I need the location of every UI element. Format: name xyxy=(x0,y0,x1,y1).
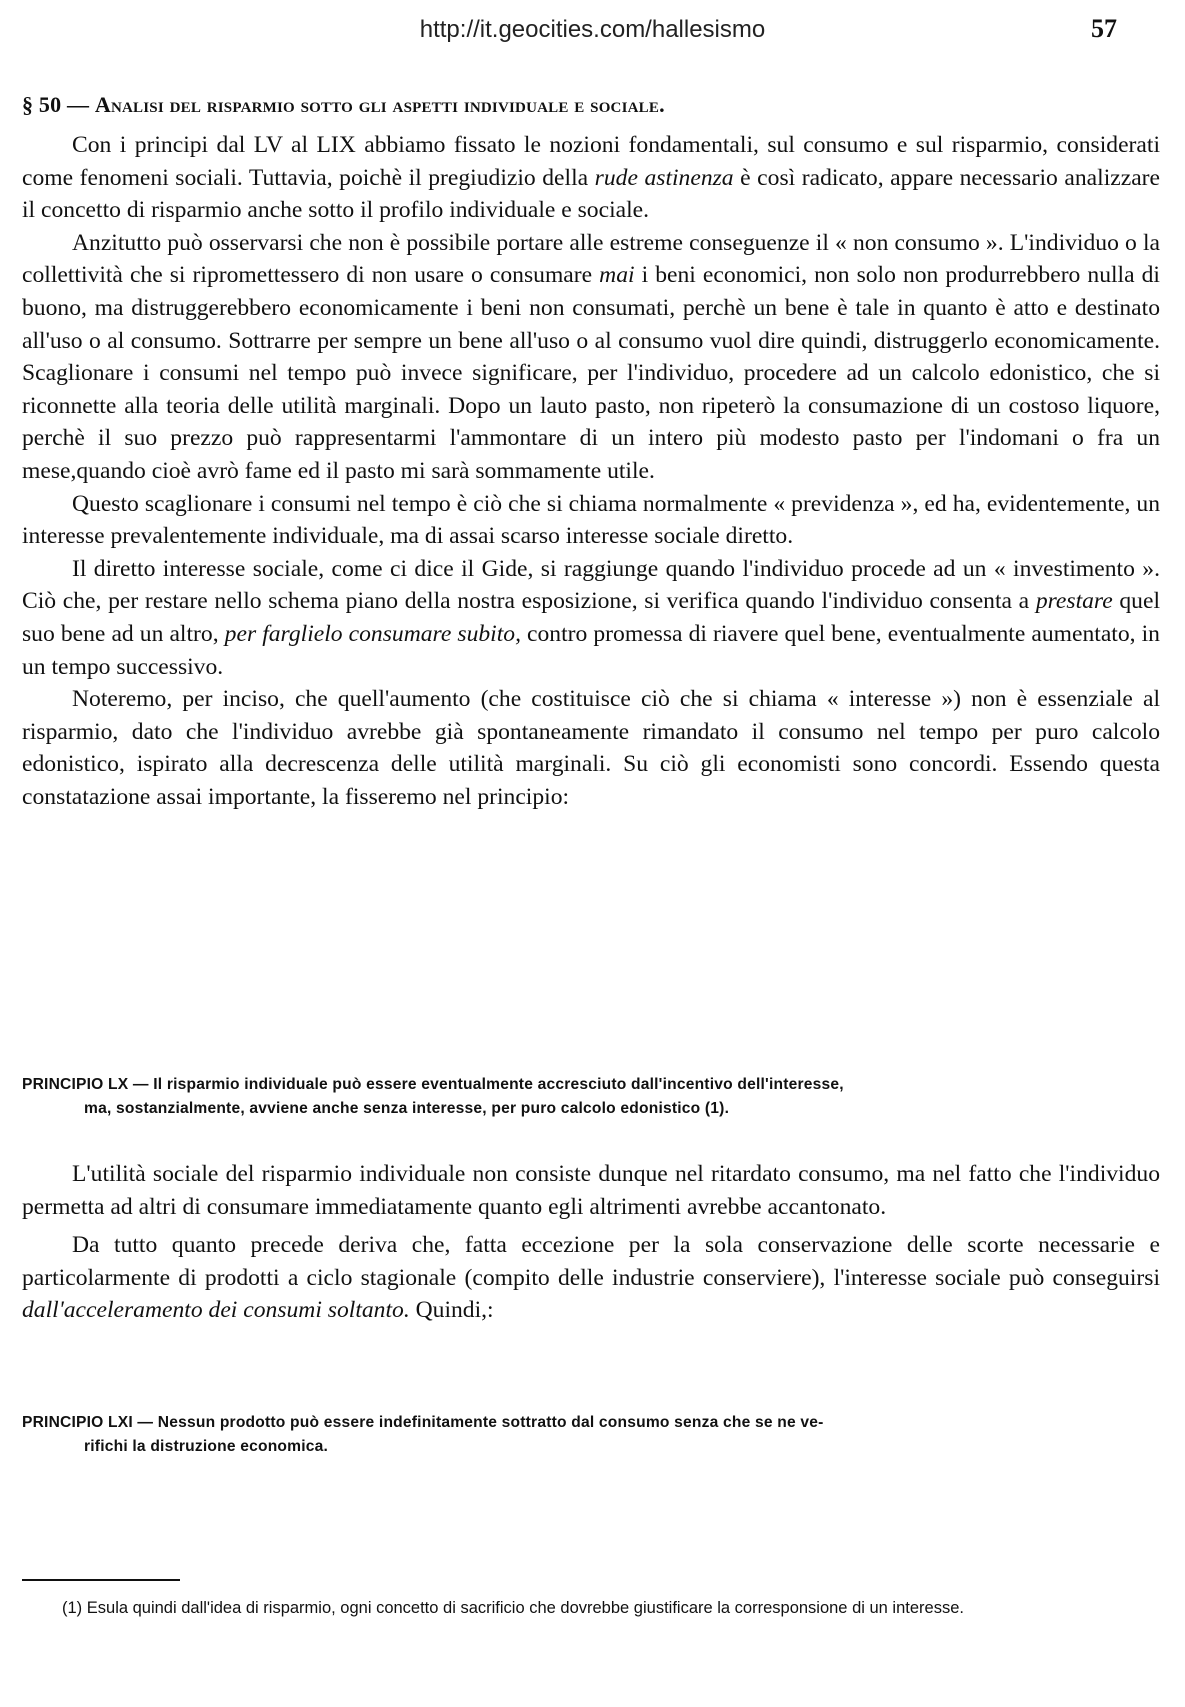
paragraph-4 xyxy=(22,553,1160,683)
paragraph-3: Questo scaglionare i consumi nel tempo è ciò che si chiama normalmente « previdenza », ed ha, evidentemente, un interesse prevalentemente individuale, ma di assai scarso interesse sociale diretto. xyxy=(22,490,1160,550)
section-title: Analisi del risparmio sotto gli aspetti individuale e sociale. xyxy=(94,92,665,117)
principle-lx xyxy=(22,1073,1162,1121)
paragraph-2-text-a: Anzitutto può osservarsi che non è possibile portare alle estreme conseguenze il « non consumo ». L'individuo o la collettività che si ripromettessero di non usare o consumare xyxy=(22,229,1160,289)
body-text-top xyxy=(22,129,1160,813)
footnote-number: (1) xyxy=(62,1599,83,1617)
paragraph-7 xyxy=(22,1229,1160,1327)
paragraph-1-emphasis: rude astinenza xyxy=(594,164,734,191)
principle-lx-line2: ma, sostanzialmente, avviene anche senza interesse, per puro calcolo edonistico (1). xyxy=(84,1100,730,1117)
page-number: 57 xyxy=(1091,14,1117,43)
paragraph-2 xyxy=(22,227,1160,488)
paragraph-4-text-a: Il diretto interesse sociale, come ci dice il Gide, si raggiunge quando l'individuo procede ad un « investimento ». Ciò che, per restare nello schema piano della nostra esposizione, si verifica quando l'individuo consenta a xyxy=(22,555,1160,615)
paragraph-4-emphasis-2: per farglielo consumare subito, xyxy=(224,620,521,647)
footnote-divider xyxy=(22,1579,180,1581)
paragraph-1-text-c: è così radicato, appare necessario analizzare il concetto di risparmio anche sotto il profilo individuale e sociale. xyxy=(22,164,1160,224)
paragraph-2-emphasis: mai xyxy=(599,262,635,289)
section-heading xyxy=(22,92,1152,118)
footnote-text: Esula quindi dall'idea di risparmio, ogni concetto di sacrificio che dovrebbe giustificare la corresponsione di un interesse. xyxy=(82,1599,964,1617)
paragraph-4-emphasis-1: prestare xyxy=(1035,588,1113,615)
paragraph-1 xyxy=(22,129,1160,227)
principle-lxi-line2: rifichi la distruzione economica. xyxy=(84,1438,329,1455)
principle-lxi xyxy=(22,1411,1162,1459)
body-text-middle xyxy=(22,1158,1160,1327)
paragraph-5: Noteremo, per inciso, che quell'aumento (che costituisce ciò che si chiama « interesse ») non è essenziale al risparmio, dato che l'individuo avrebbe già spontaneamente rimandato il consumo nel tempo per puro calcolo edonistico, ispirato alla decrescenza delle utilità marginali. Su ciò gli economisti sono concordi. Essendo questa constatazione assai importante, la fisseremo nel principio: xyxy=(22,686,1160,810)
paragraph-7-text-a: Da tutto quanto precede deriva che, fatta eccezione per la sola conservazione delle scorte necessarie e particolarmente di prodotti a ciclo stagionale (compito delle industrie conserviere), l'interesse sociale può conseguirsi xyxy=(22,1232,1160,1291)
principle-lx-line1: PRINCIPIO LX — Il risparmio individuale può essere eventualmente accresciuto dall'incentivo dell'interesse, xyxy=(22,1076,844,1093)
paragraph-7-text-c: Quindi,: xyxy=(409,1297,494,1324)
paragraph-2-text-c: i beni economici, non solo non produrrebbero nulla di buono, ma distruggerebbero economicamente i beni non consumati, perchè un bene è tale in quanto è atto e destinato all'uso o al consumo. Sottrarre per sempre un bene all'uso o al consumo vuol dire quindi, distruggerlo economicamente. Scaglionare i consumi nel tempo può invece significare, per l'individuo, procedere ad un calcolo edonistico, che si riconnette alla teoria delle utilità marginali. Dopo un lauto pasto, non ripeterò la consumazione di un costoso liquore, perchè il suo prezzo può rappresentarmi l'ammontare di un intero più modesto pasto per l'indomani o fra un mese,quando cioè avrò fame ed il pasto mi sarà sommamente utile. xyxy=(22,262,1160,484)
footnote xyxy=(22,1596,1162,1621)
paragraph-1-text-a: Con i principi dal LV al LIX abbiamo fissato le nozioni fondamentali, sul consumo e sul risparmio, considerati come fenomeni sociali. Tuttavia, poichè il pregiudizio della xyxy=(22,132,1160,191)
section-number: § 50 — xyxy=(22,92,90,117)
paragraph-6: L'utilità sociale del risparmio individuale non consiste dunque nel ritardato consumo, ma nel fatto che l'individuo permetta ad altri di consumare immediatamente quanto egli altrimenti avrebbe accantonato. xyxy=(22,1161,1160,1220)
paragraph-4-text-c: quel suo bene ad un altro, xyxy=(22,588,1160,647)
paragraph-7-emphasis: dall'acceleramento dei consumi soltanto. xyxy=(22,1297,410,1324)
paragraph-4-text-e: contro promessa di riavere quel bene, eventualmente aumentato, in un tempo successivo. xyxy=(22,620,1160,680)
principle-lxi-line1: PRINCIPIO LXI — Nessun prodotto può essere indefinitamente sottratto dal consumo senza che se ne ve- xyxy=(22,1414,824,1431)
header-url[interactable]: http://it.geocities.com/hallesismo xyxy=(419,16,766,43)
